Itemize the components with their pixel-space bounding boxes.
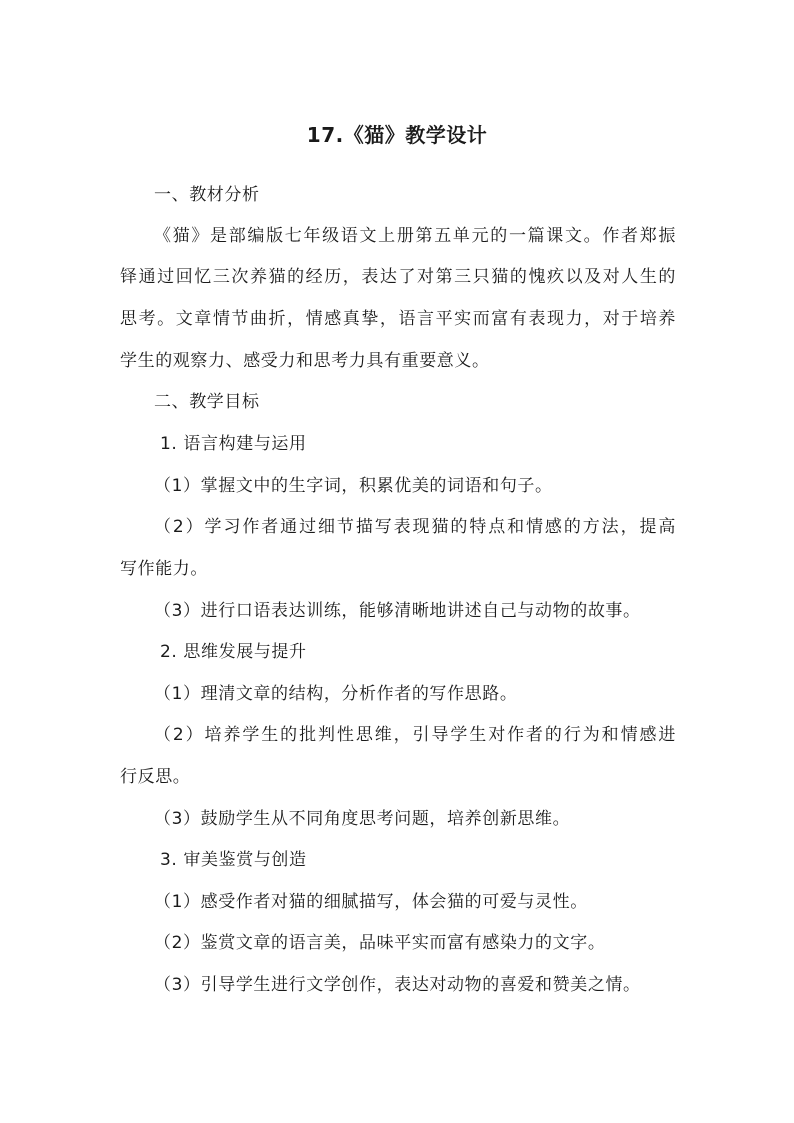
document-title: 17.《猫》教学设计	[306, 123, 488, 147]
objective-group-title: 2. 思维发展与提升	[160, 642, 307, 662]
objective-item: （3）进行口语表达训练，能够清晰地讲述自己与动物的故事。	[154, 601, 641, 621]
objective-item: （1）理清文章的结构，分析作者的写作思路。	[154, 684, 518, 704]
objective-group-title: 1. 语言构建与运用	[160, 434, 307, 454]
objective-item-continuation: 行反思。	[120, 767, 191, 787]
section-heading-analysis: 一、教材分析	[154, 185, 260, 205]
objective-item-continuation: 写作能力。	[120, 559, 208, 579]
objective-item: （1）掌握文中的生字词，积累优美的词语和句子。	[154, 476, 553, 496]
objective-item: （3）引导学生进行文学创作，表达对动物的喜爱和赞美之情。	[154, 975, 641, 995]
objective-item: （2）学习作者通过细节描写表现猫的特点和情感的方法，提高	[154, 517, 676, 537]
paragraph-line: 铎通过回忆三次养猫的经历，表达了对第三只猫的愧疚以及对人生的	[120, 267, 676, 287]
objective-item: （2）鉴赏文章的语言美，品味平实而富有感染力的文字。	[154, 933, 606, 953]
objective-group-title: 3. 审美鉴赏与创造	[160, 850, 307, 870]
paragraph-line: 思考。文章情节曲折，情感真挚，语言平实而富有表现力，对于培养	[120, 309, 676, 329]
paragraph-line: 学生的观察力、感受力和思考力具有重要意义。	[120, 351, 490, 371]
objective-item: （2）培养学生的批判性思维，引导学生对作者的行为和情感进	[154, 725, 676, 745]
objective-item: （3）鼓励学生从不同角度思考问题，培养创新思维。	[154, 809, 571, 829]
objective-item: （1）感受作者对猫的细腻描写，体会猫的可爱与灵性。	[154, 892, 588, 912]
paragraph-line: 《猫》是部编版七年级语文上册第五单元的一篇课文。作者郑振	[154, 226, 676, 246]
section-heading-objectives: 二、教学目标	[154, 392, 260, 412]
